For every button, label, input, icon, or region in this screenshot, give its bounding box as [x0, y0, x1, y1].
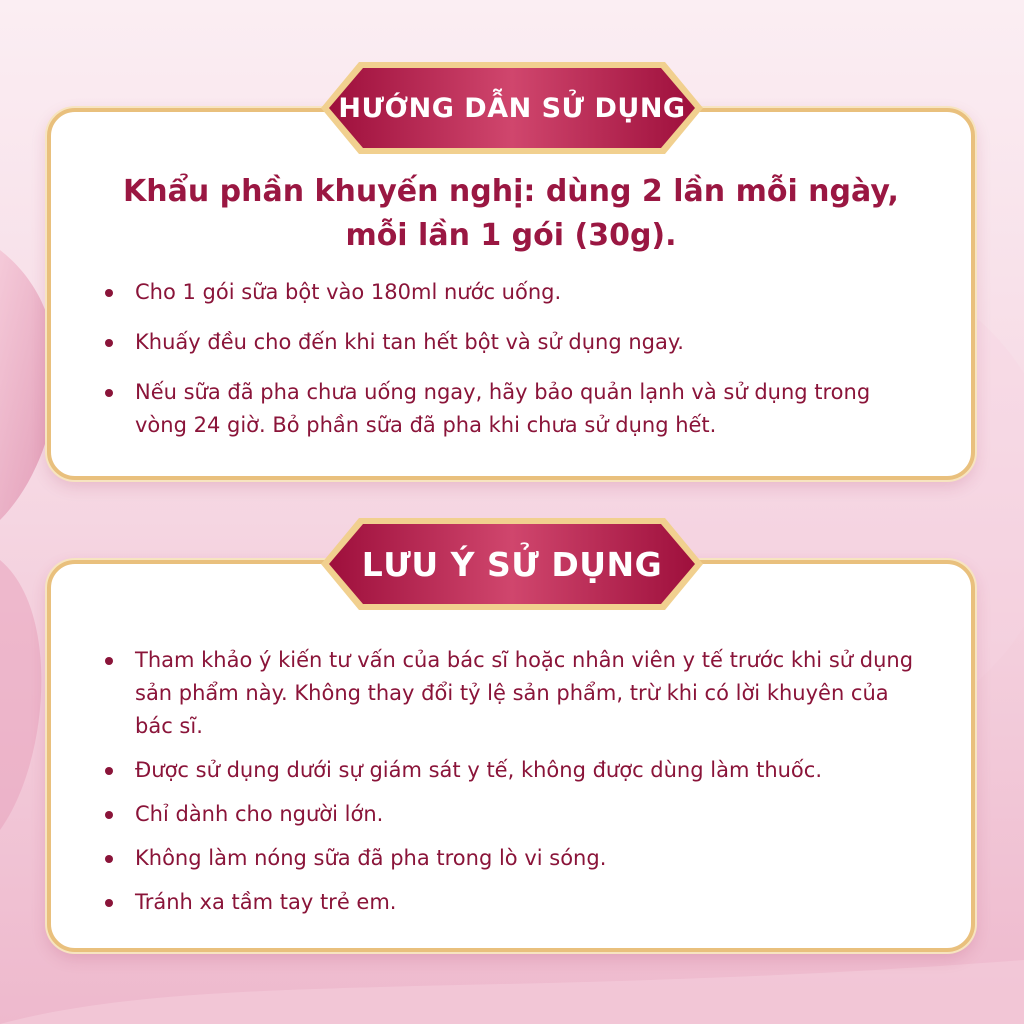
list-item: Tham khảo ý kiến tư vấn của bác sĩ hoặc nhân viên y tế trước khi sử dụng sản phẩm này. Không thay đổi tỷ lệ sản phẩm, trừ khi có lời khuyên của bác sĩ.: [103, 644, 923, 743]
list-item: Được sử dụng dưới sự giám sát y tế, không được dùng làm thuốc.: [103, 754, 923, 787]
usage-title-banner: [319, 60, 705, 156]
usage-instructions-card: [47, 108, 975, 480]
usage-notes-card: [47, 560, 975, 952]
usage-title: HƯỚNG DẪN SỬ DỤNG: [338, 92, 686, 124]
notes-title: LƯU Ý SỬ DỤNG: [361, 544, 663, 584]
recommended-dosage-heading: Khẩu phần khuyến nghị: dùng 2 lần mỗi ngày, mỗi lần 1 gói (30g).: [123, 174, 899, 253]
usage-notes-list: [103, 644, 923, 930]
list-item: Không làm nóng sữa đã pha trong lò vi sóng.: [103, 842, 923, 875]
list-item: Khuấy đều cho đến khi tan hết bột và sử dụng ngay.: [103, 326, 923, 359]
list-item: Nếu sữa đã pha chưa uống ngay, hãy bảo quản lạnh và sử dụng trong vòng 24 giờ. Bỏ phần sữa đã pha khi chưa sử dụng hết.: [103, 376, 923, 442]
list-item: Tránh xa tầm tay trẻ em.: [103, 886, 923, 919]
list-item: Cho 1 gói sữa bột vào 180ml nước uống.: [103, 276, 923, 309]
list-item: Chỉ dành cho người lớn.: [103, 798, 923, 831]
notes-title-banner: [319, 516, 705, 612]
usage-steps-list: [103, 276, 923, 459]
